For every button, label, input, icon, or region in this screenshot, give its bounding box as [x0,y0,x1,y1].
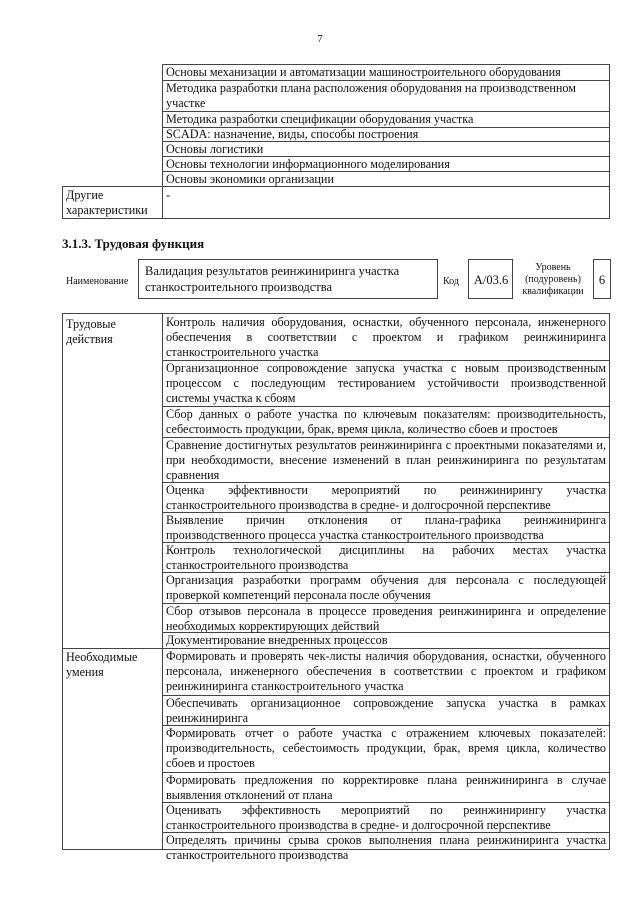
labor-action-item: Сбор данных о работе участка по ключевым показателям: производительность, себестоимость продукции, брак, время цикла, количество сбоев и простоев [166,407,606,437]
name-label: Наименование [66,276,129,287]
labor-action-item: Оценка эффективности мероприятий по реинжинирингу участка станкостроительного производства в средне- и долгосрочной перспективе [166,483,606,513]
other-characteristics-value: - [166,188,171,202]
knowledge-item: Основы экономики организации [166,172,334,186]
skill-item: Обеспечивать организационное сопровождение запуска участка в рамках реинжиниринга [166,696,606,726]
skill-item: Определять причины срыва сроков выполнения плана реинжиниринга участка станкостроительного производства [166,833,606,863]
section-title: 3.1.3. Трудовая функция [62,236,205,251]
skill-item: Оценивать эффективность мероприятий по реинжинирингу участка станкостроительного производства в средне- и долгосрочной перспективе [166,803,606,833]
labor-action-item: Организационное сопровождение запуска участка с новым производственным процессом с последующим тестированием устойчивости производственной системы участка к сбоям [166,361,606,406]
knowledge-item: Основы механизации и автоматизации машиностроительного оборудования [166,65,561,79]
code-value: A/03.6 [473,273,509,287]
other-characteristics-label: Другие характеристики [66,188,148,218]
skill-item: Формировать предложения по корректировке плана реинжиниринга в случае выявления отклонений от плана [166,773,606,803]
labor-action-item: Документирование внедренных процессов [166,633,388,647]
skill-item: Формировать и проверять чек-листы наличия оборудования, оснастки, обученного персонала, инженерного обеспечения в соответствии с проектом и графиком реинжиниринга станкостроительного участка [166,649,606,694]
knowledge-item: Основы технологии информационного моделирования [166,157,450,171]
code-label: Код [443,276,459,287]
labor-action-item: Организация разработки программ обучения для персонала с последующей проверкой компетенций персонала после обучения [166,573,606,603]
knowledge-item: Методика разработки плана расположения оборудования на производственном участке [166,81,577,111]
knowledge-item: Методика разработки спецификации оборудования участка [166,112,474,126]
name-value: Валидация результатов реинжиниринга участка станкостроительного производства [145,264,400,294]
knowledge-item: SCADA: назначение, виды, способы построения [166,127,419,141]
skill-item: Формировать отчет о работе участка с отражением ключевых показателей: производительность, себестоимость продукции, брак, время цикла, количество сбоев и простоев [166,726,606,771]
skills-label: Необходимые умения [66,650,138,680]
labor-action-item: Сбор отзывов персонала в процессе проведения реинжиниринга и определение необходимых корректирующих действий [166,604,606,634]
level-value: 6 [598,273,606,287]
knowledge-item: Основы логистики [166,142,264,156]
labor-action-item: Выявление причин отклонения от плана-графика реинжиниринга производственного процесса участка станкостроительного производства [166,513,606,543]
labor-action-item: Контроль технологической дисциплины на рабочих местах участка станкостроительного производства [166,543,606,573]
labor-action-item: Контроль наличия оборудования, оснастки, обученного персонала, инженерного обеспечения в соответствии с проектом и графиком реинжиниринга станкостроительного участка [166,315,606,360]
page-number: 7 [317,33,323,45]
labor-action-item: Сравнение достигнутых результатов реинжиниринга с проектными показателями и, при необходимости, внесение изменений в план реинжиниринга по результатам сравнения [166,438,606,483]
labor-actions-label: Трудовые действия [66,317,116,347]
level-label: Уровень (подуровень) квалификации [522,262,584,297]
